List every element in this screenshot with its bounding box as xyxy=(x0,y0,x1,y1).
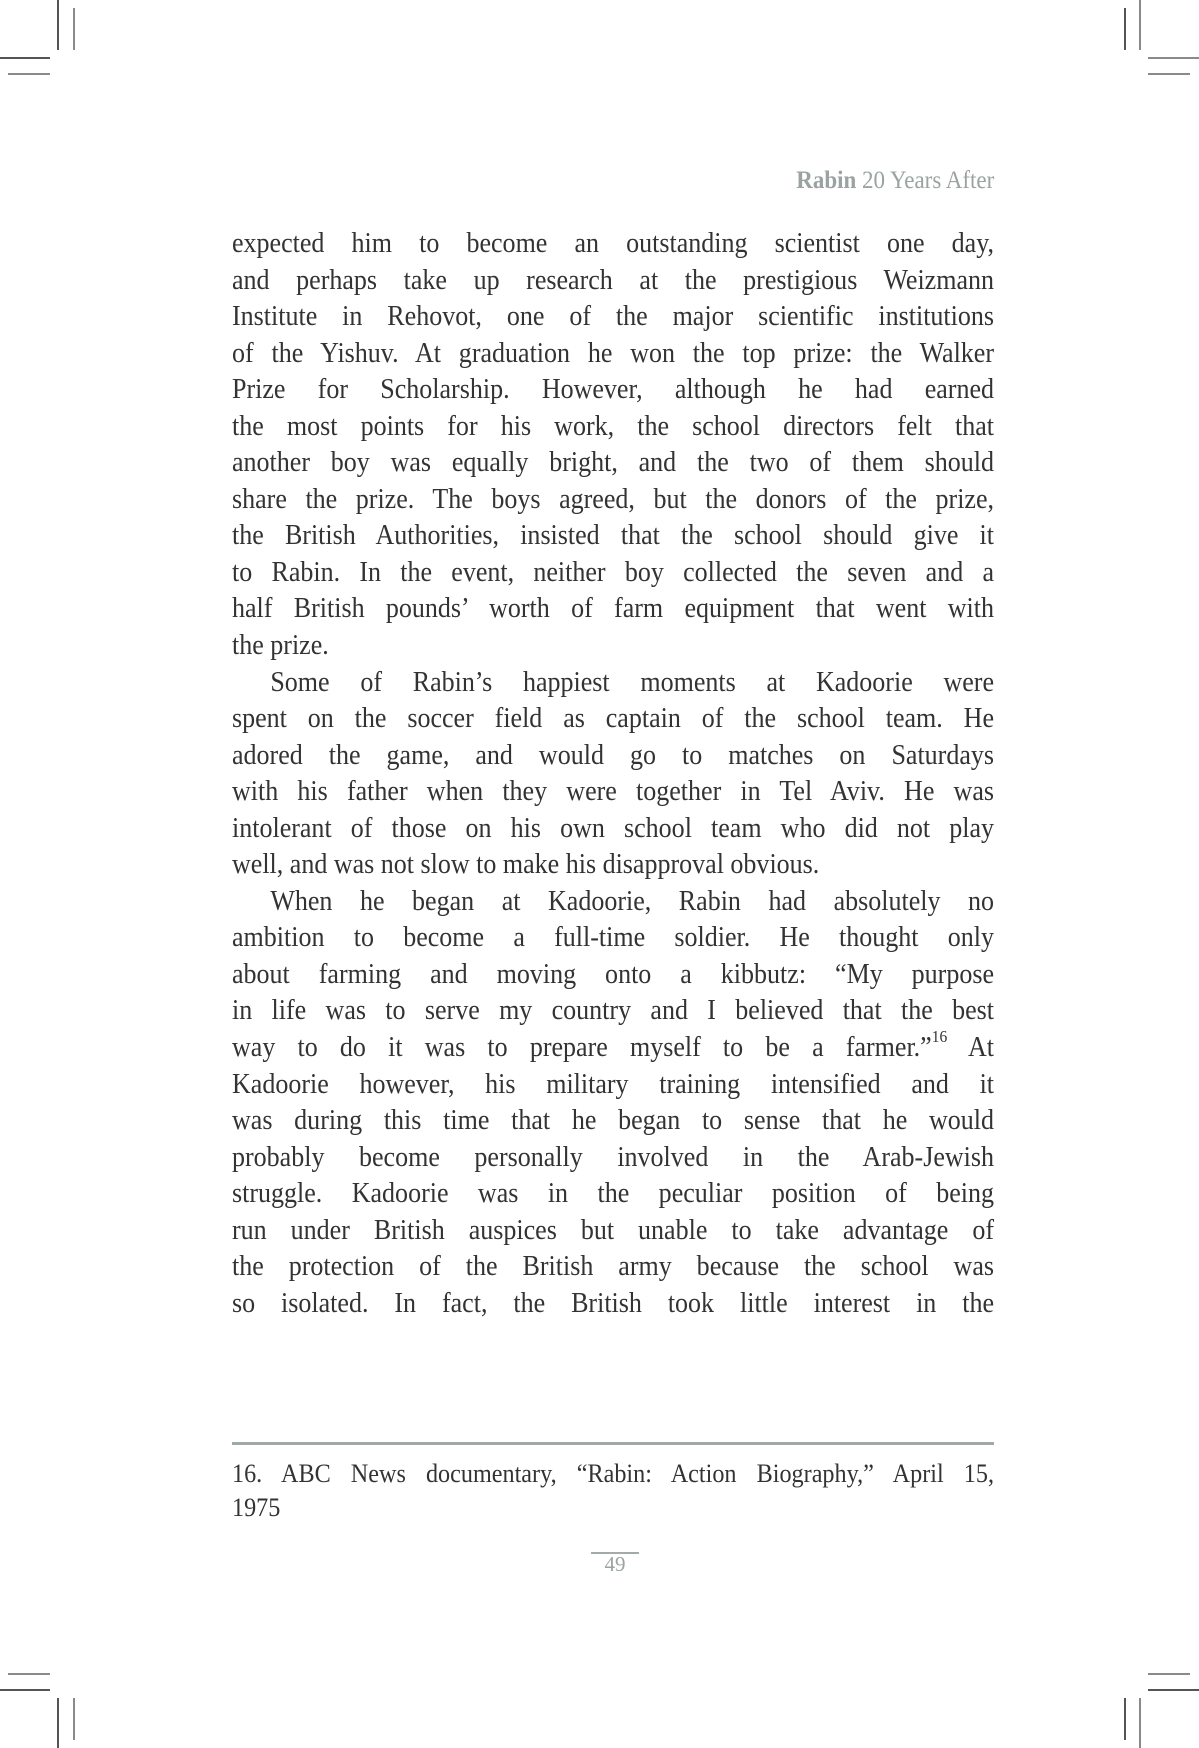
footnote-line: 1975 xyxy=(232,1492,281,1522)
crop-mark-bottom-right-horizontal-inner xyxy=(1148,1673,1190,1675)
text-line: about farming and moving onto a kibbutz: “My purpose xyxy=(232,958,995,990)
text-line: Kadoorie however, his military training intensified and it xyxy=(232,1068,995,1100)
footnote-line: 16. ABC News documentary, “Rabin: Action Biography,” April 15, xyxy=(232,1458,995,1488)
crop-mark-bottom-left-horizontal-inner xyxy=(8,1673,50,1675)
text-line: half British pounds’ worth of farm equipment that went with xyxy=(232,593,995,625)
footnote-16 xyxy=(232,1456,994,1524)
crop-mark-bottom-right-vertical-inner xyxy=(1124,1698,1126,1740)
text-line: well, and was not slow to make his disapproval obvious. xyxy=(232,849,820,881)
footnote-separator-rule xyxy=(232,1442,994,1445)
text-line: the protection of the British army because the school was xyxy=(232,1251,995,1283)
text-line: expected him to become an outstanding scientist one day, xyxy=(232,228,995,259)
text-line: the British Authorities, insisted that the school should give it xyxy=(232,520,995,552)
text-line-tail: At xyxy=(968,1032,995,1064)
running-head-title: Rabin xyxy=(795,167,856,194)
crop-mark-top-left-vertical-inner xyxy=(73,8,75,50)
text-line: another boy was equally bright, and the two of them should xyxy=(232,447,995,479)
text-line-content: way to do it was to prepare myself to be a farmer.” xyxy=(232,1032,932,1064)
text-line: in life was to serve my country and I believed that the best xyxy=(232,995,995,1027)
text-line: intolerant of those on his own school team who did not play xyxy=(232,812,995,844)
text-line: probably become personally involved in the Arab-Jewish xyxy=(232,1141,995,1173)
text-line: with his father when they were together in Tel Aviv. He was xyxy=(232,776,995,808)
text-line: Prize for Scholarship. However, although he had earned xyxy=(232,374,995,406)
page-number: 49 xyxy=(604,1552,626,1576)
text-line-paragraph-start: Some of Rabin’s happiest moments at Kadoorie were xyxy=(270,666,995,698)
crop-mark-top-right-vertical-outer xyxy=(1139,0,1141,50)
text-line: Institute in Rehovot, one of the major scientific institutions xyxy=(232,301,995,333)
text-line: struggle. Kadoorie was in the peculiar position of being xyxy=(232,1178,995,1210)
text-line: and perhaps take up research at the prestigious Weizmann xyxy=(232,264,995,296)
body-text xyxy=(232,226,994,1322)
text-line: the prize. xyxy=(232,630,329,662)
crop-mark-top-right-vertical-inner xyxy=(1124,8,1126,50)
running-head-subtitle: 20 Years After xyxy=(856,167,994,194)
text-line: adored the game, and would go to matches on Saturdays xyxy=(232,739,995,771)
text-line: spent on the soccer field as captain of the school team. He xyxy=(232,703,995,735)
text-line-with-footnote-ref xyxy=(232,1026,995,1067)
crop-mark-top-right-horizontal-inner xyxy=(1148,73,1190,75)
crop-mark-bottom-right-vertical-outer xyxy=(1139,1698,1141,1748)
text-line: the most points for his work, the school directors felt that xyxy=(232,410,995,442)
text-line: share the prize. The boys agreed, but the donors of the prize, xyxy=(232,483,995,515)
text-line: of the Yishuv. At graduation he won the top prize: the Walker xyxy=(232,337,995,369)
text-line-paragraph-start: When he began at Kadoorie, Rabin had absolutely no xyxy=(270,885,995,917)
footnote-reference-16[interactable]: 16 xyxy=(931,1026,948,1046)
crop-mark-top-left-horizontal-inner xyxy=(8,73,50,75)
crop-mark-top-left-vertical-outer xyxy=(57,0,59,50)
crop-mark-top-left-horizontal-outer xyxy=(0,57,50,59)
text-line: to Rabin. In the event, neither boy collected the seven and a xyxy=(232,556,995,588)
crop-mark-bottom-right-horizontal-outer xyxy=(1148,1689,1199,1691)
crop-mark-bottom-left-vertical-outer xyxy=(57,1698,59,1748)
crop-mark-top-right-horizontal-outer xyxy=(1148,57,1199,59)
text-line: run under British auspices but unable to take advantage of xyxy=(232,1214,995,1246)
text-line: was during this time that he began to sense that he would xyxy=(232,1105,995,1137)
crop-mark-bottom-left-horizontal-outer xyxy=(0,1689,50,1691)
running-head xyxy=(796,166,994,196)
text-line: so isolated. In fact, the British took little interest in the xyxy=(232,1287,995,1319)
crop-mark-bottom-left-vertical-inner xyxy=(73,1698,75,1740)
text-line: ambition to become a full-time soldier. He thought only xyxy=(232,922,995,954)
